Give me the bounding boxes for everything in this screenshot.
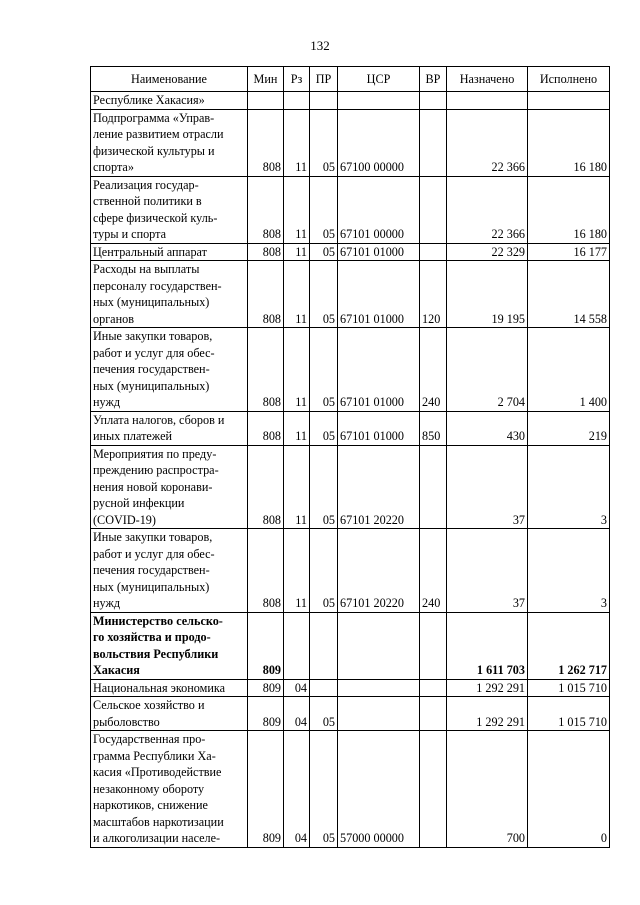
row-vr — [420, 697, 447, 731]
row-assigned: 37 — [447, 529, 528, 613]
row-vr — [420, 731, 447, 848]
row-assigned: 19 195 — [447, 261, 528, 328]
row-rz: 11 — [284, 411, 310, 445]
row-executed: 1 400 — [528, 328, 610, 412]
row-min: 808 — [248, 328, 284, 412]
table-row — [91, 109, 610, 176]
table-row — [91, 697, 610, 731]
header-assigned: Назначено — [447, 67, 528, 92]
row-rz: 11 — [284, 109, 310, 176]
row-pr — [310, 612, 338, 679]
row-assigned: 430 — [447, 411, 528, 445]
row-assigned: 22 366 — [447, 176, 528, 243]
row-csr — [338, 92, 420, 110]
row-min: 808 — [248, 445, 284, 529]
row-rz: 11 — [284, 261, 310, 328]
row-min: 809 — [248, 697, 284, 731]
row-executed: 16 180 — [528, 176, 610, 243]
row-csr — [338, 612, 420, 679]
row-vr: 240 — [420, 328, 447, 412]
row-vr — [420, 445, 447, 529]
row-name: Государственная про- грамма Республики Ха- касия «Противодействие незаконному обороту наркотиков, снижение масштабов наркотизации и алкоголизации населе- — [91, 731, 248, 848]
row-executed: 16 177 — [528, 243, 610, 261]
row-pr: 05 — [310, 176, 338, 243]
row-min: 809 — [248, 679, 284, 697]
row-executed: 3 — [528, 529, 610, 613]
row-pr: 05 — [310, 243, 338, 261]
row-vr — [420, 109, 447, 176]
row-name: Мероприятия по преду- преждению распростра- нения новой коронави- русной инфекции (COVID-19) — [91, 445, 248, 529]
row-name: Подпрограмма «Управ- ление развитием отрасли физической культуры и спорта» — [91, 109, 248, 176]
page-number: 132 — [310, 38, 330, 53]
row-assigned: 1 292 291 — [447, 679, 528, 697]
row-vr — [420, 679, 447, 697]
row-executed: 0 — [528, 731, 610, 848]
row-assigned: 700 — [447, 731, 528, 848]
row-name: Иные закупки товаров, работ и услуг для обес- печения государствен- ных (муниципальных) нужд — [91, 328, 248, 412]
row-assigned: 1 292 291 — [447, 697, 528, 731]
row-assigned: 22 329 — [447, 243, 528, 261]
header-pr: ПР — [310, 67, 338, 92]
row-assigned: 37 — [447, 445, 528, 529]
row-min: 808 — [248, 176, 284, 243]
row-assigned: 1 611 703 — [447, 612, 528, 679]
row-executed: 1 262 717 — [528, 612, 610, 679]
row-vr: 120 — [420, 261, 447, 328]
row-csr: 67101 00000 — [338, 176, 420, 243]
row-executed: 219 — [528, 411, 610, 445]
row-name: Национальная экономика — [91, 679, 248, 697]
table-row-ministry — [91, 612, 610, 679]
table-row — [91, 92, 610, 110]
row-csr: 67101 01000 — [338, 328, 420, 412]
row-min — [248, 92, 284, 110]
row-pr: 05 — [310, 328, 338, 412]
row-rz: 11 — [284, 328, 310, 412]
row-rz: 04 — [284, 731, 310, 848]
row-min: 808 — [248, 243, 284, 261]
table-row — [91, 731, 610, 848]
row-csr: 57000 00000 — [338, 731, 420, 848]
row-assigned: 22 366 — [447, 109, 528, 176]
row-name: Центральный аппарат — [91, 243, 248, 261]
row-name: Республике Хакасия» — [91, 92, 248, 110]
row-assigned — [447, 92, 528, 110]
row-name: Министерство сельско- го хозяйства и продо- вольствия Республики Хакасия — [91, 612, 248, 679]
row-executed: 16 180 — [528, 109, 610, 176]
row-rz: 11 — [284, 529, 310, 613]
row-csr: 67101 01000 — [338, 243, 420, 261]
row-csr: 67101 01000 — [338, 411, 420, 445]
row-executed — [528, 92, 610, 110]
row-pr — [310, 92, 338, 110]
table-row — [91, 243, 610, 261]
row-min: 808 — [248, 109, 284, 176]
table-row — [91, 529, 610, 613]
row-executed: 3 — [528, 445, 610, 529]
row-csr: 67101 20220 — [338, 529, 420, 613]
table-row — [91, 679, 610, 697]
row-name: Иные закупки товаров, работ и услуг для обес- печения государствен- ных (муниципальных) нужд — [91, 529, 248, 613]
row-rz — [284, 612, 310, 679]
row-vr — [420, 612, 447, 679]
header-vr: ВР — [420, 67, 447, 92]
row-csr — [338, 697, 420, 731]
row-pr: 05 — [310, 109, 338, 176]
row-vr — [420, 176, 447, 243]
row-pr — [310, 679, 338, 697]
header-name: Наименование — [91, 67, 248, 92]
row-rz: 04 — [284, 697, 310, 731]
row-executed: 1 015 710 — [528, 679, 610, 697]
table-row — [91, 261, 610, 328]
row-assigned: 2 704 — [447, 328, 528, 412]
row-pr: 05 — [310, 445, 338, 529]
table-row — [91, 411, 610, 445]
row-csr: 67100 00000 — [338, 109, 420, 176]
row-rz — [284, 92, 310, 110]
row-pr: 05 — [310, 697, 338, 731]
header-min: Мин — [248, 67, 284, 92]
row-csr: 67101 20220 — [338, 445, 420, 529]
row-rz: 04 — [284, 679, 310, 697]
table-row — [91, 176, 610, 243]
row-name: Сельское хозяйство и рыболовство — [91, 697, 248, 731]
row-pr: 05 — [310, 261, 338, 328]
row-min: 809 — [248, 612, 284, 679]
row-vr: 240 — [420, 529, 447, 613]
header-executed: Исполнено — [528, 67, 610, 92]
row-rz: 11 — [284, 176, 310, 243]
row-vr: 850 — [420, 411, 447, 445]
row-executed: 14 558 — [528, 261, 610, 328]
row-executed: 1 015 710 — [528, 697, 610, 731]
row-csr — [338, 679, 420, 697]
row-name: Реализация государ- ственной политики в сфере физической куль- туры и спорта — [91, 176, 248, 243]
row-min: 808 — [248, 411, 284, 445]
row-vr — [420, 243, 447, 261]
row-min: 808 — [248, 261, 284, 328]
row-pr: 05 — [310, 731, 338, 848]
row-name: Расходы на выплаты персоналу государствен- ных (муниципальных) органов — [91, 261, 248, 328]
row-min: 808 — [248, 529, 284, 613]
budget-table — [90, 66, 610, 848]
row-rz: 11 — [284, 445, 310, 529]
row-vr — [420, 92, 447, 110]
table-header — [91, 67, 610, 92]
table-row — [91, 445, 610, 529]
header-csr: ЦСР — [338, 67, 420, 92]
row-csr: 67101 01000 — [338, 261, 420, 328]
row-rz: 11 — [284, 243, 310, 261]
row-name: Уплата налогов, сборов и иных платежей — [91, 411, 248, 445]
table-row — [91, 328, 610, 412]
row-pr: 05 — [310, 411, 338, 445]
row-pr: 05 — [310, 529, 338, 613]
row-min: 809 — [248, 731, 284, 848]
header-rz: Рз — [284, 67, 310, 92]
